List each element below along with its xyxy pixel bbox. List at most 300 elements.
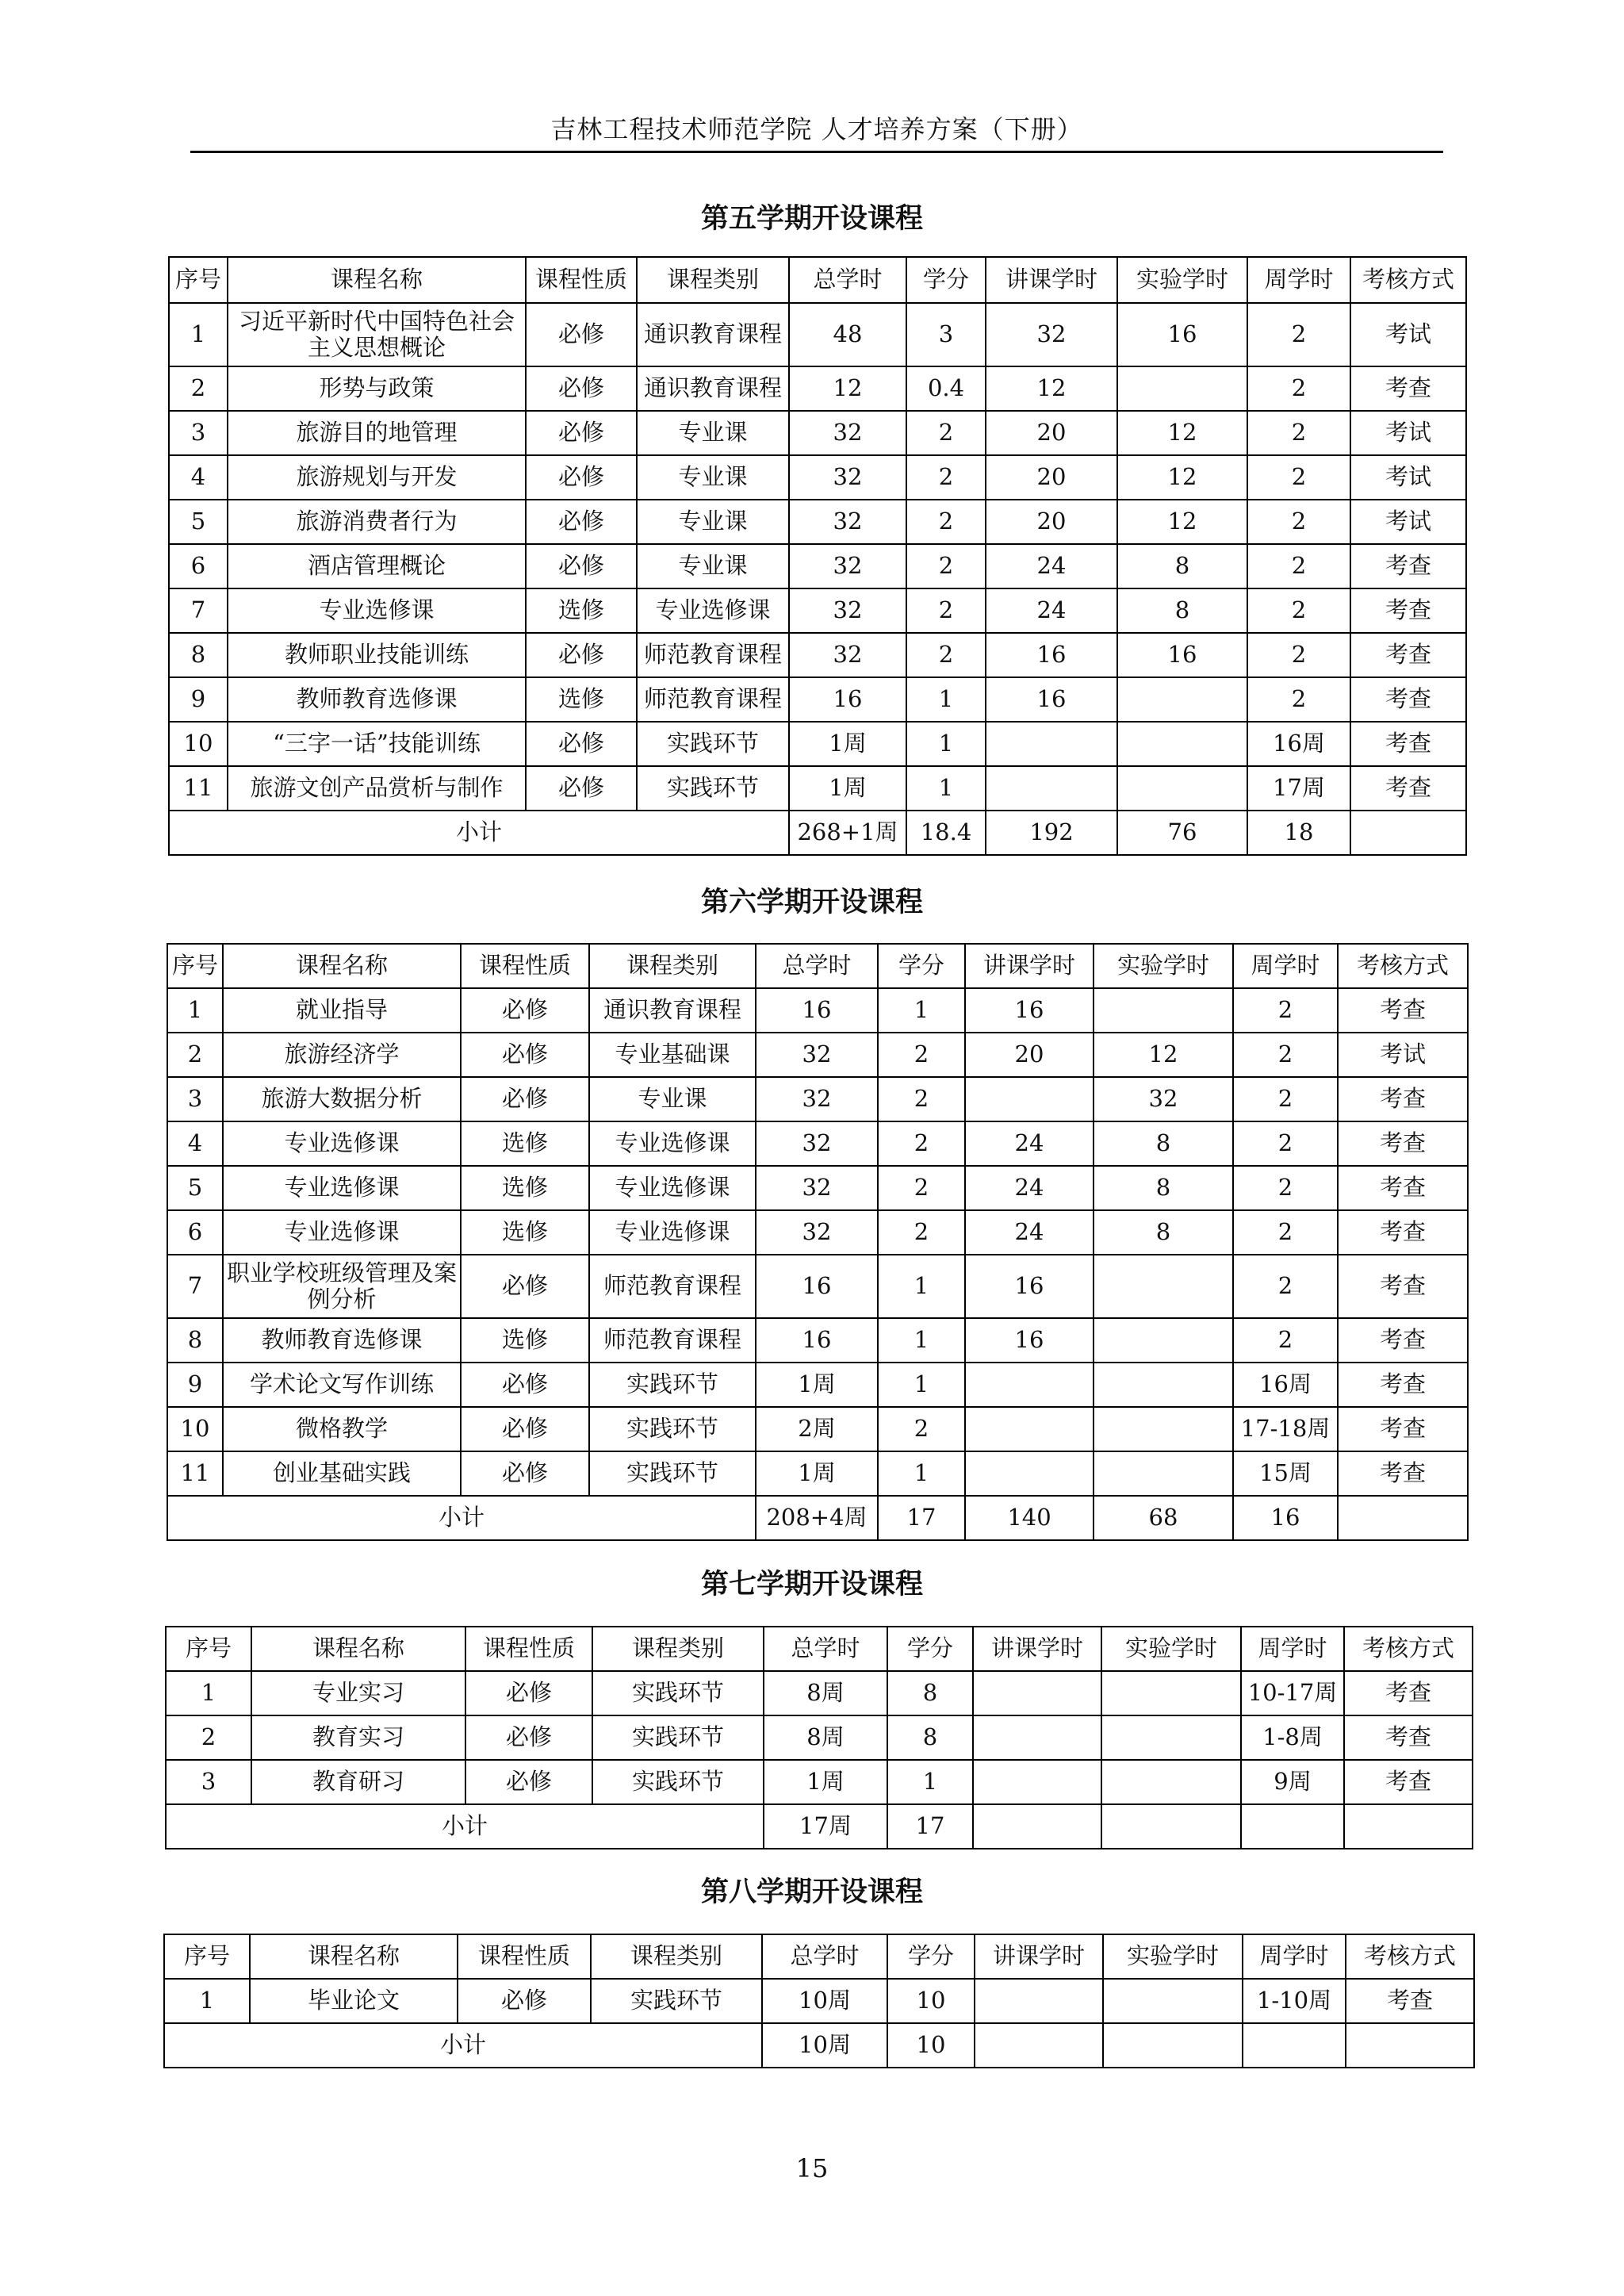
table-cell: 8 [169,633,228,677]
table-cell: 就业指导 [223,988,461,1033]
column-header: 课程类别 [592,1627,764,1671]
subtotal-row [164,2023,1474,2068]
table-cell: 教师教育选修课 [223,1318,461,1363]
table-cell [1094,1451,1233,1496]
table-cell: 7 [167,1255,223,1318]
table-cell: 8 [1117,544,1247,588]
table-row [169,766,1466,811]
table-cell [975,1979,1103,2023]
table-cell: 专业实习 [251,1671,465,1715]
table-cell: 2 [878,1166,965,1210]
table-cell: 2 [1233,1255,1338,1318]
table-row [169,500,1466,544]
table-cell: 0.4 [906,366,986,411]
table-row [166,1671,1473,1715]
table-cell: 考查 [1344,1760,1473,1804]
table-cell: 考查 [1338,1166,1468,1210]
table-cell: 1周 [789,766,906,811]
table-cell: 专业选修课 [637,588,789,633]
table-cell: 考查 [1350,722,1466,766]
table-cell: 专业选修课 [228,588,526,633]
table-cell: 10周 [762,1979,887,2023]
subtotal-cell: 10 [887,2023,975,2068]
table-cell: 9周 [1241,1760,1344,1804]
table-cell: 考查 [1338,1210,1468,1255]
table-cell: 2 [1247,455,1350,500]
table-cell: 实践环节 [589,1451,756,1496]
table-cell: 1周 [756,1363,878,1407]
table-cell: 专业课 [637,411,789,455]
table-cell: 32 [789,588,906,633]
table-cell: 考查 [1344,1671,1473,1715]
table-cell: 1 [906,766,986,811]
column-header: 课程性质 [526,257,637,303]
column-header: 实验学时 [1117,257,1247,303]
column-header: 周学时 [1243,1934,1346,1979]
subtotal-row [167,1496,1468,1540]
table-cell: 24 [965,1121,1094,1166]
table-cell [973,1671,1101,1715]
table-cell: 通识教育课程 [637,303,789,366]
table-cell: 1周 [789,722,906,766]
table-cell [1117,766,1247,811]
table-cell: 16 [965,1255,1094,1318]
subtotal-cell [1344,1804,1473,1849]
table-cell: 1-8周 [1241,1715,1344,1760]
column-header: 总学时 [789,257,906,303]
table-row [169,455,1466,500]
table-cell: 必修 [461,1077,589,1121]
table-cell: 1 [878,1255,965,1318]
subtotal-cell: 17 [878,1496,965,1540]
table-cell: 3 [906,303,986,366]
table-cell: 实践环节 [637,766,789,811]
table-cell: 16 [756,988,878,1033]
table-cell: 考试 [1338,1033,1468,1077]
table-cell: 11 [169,766,228,811]
table-row [166,1760,1473,1804]
table-cell: 通识教育课程 [637,366,789,411]
table-cell: 32 [1094,1077,1233,1121]
table-cell: 1 [164,1979,250,2023]
table-cell: 1 [887,1760,973,1804]
column-header: 周学时 [1233,944,1338,988]
table-cell: 考试 [1350,455,1466,500]
table-cell: 考查 [1346,1979,1474,2023]
table-row [167,1451,1468,1496]
table-cell: 12 [1094,1033,1233,1077]
table-row [169,366,1466,411]
column-header: 实验学时 [1094,944,1233,988]
table-cell: 2 [906,500,986,544]
table-cell [1094,1318,1233,1363]
table-cell: 毕业论文 [250,1979,458,2023]
table-cell: 微格教学 [223,1407,461,1451]
subtotal-row [166,1804,1473,1849]
column-header: 学分 [887,1934,975,1979]
subtotal-cell [1243,2023,1346,2068]
column-header: 讲课学时 [986,257,1117,303]
table-cell: 旅游消费者行为 [228,500,526,544]
column-header: 考核方式 [1350,257,1466,303]
table-cell: 2 [166,1715,251,1760]
table-cell: 教育实习 [251,1715,465,1760]
table-cell: 考查 [1338,1255,1468,1318]
table-cell: 职业学校班级管理及案例分析 [223,1255,461,1318]
table-cell: 旅游经济学 [223,1033,461,1077]
table-cell: 17周 [1247,766,1350,811]
subtotal-cell: 10周 [762,2023,887,2068]
table-cell: 2 [1247,500,1350,544]
table-cell: 1 [906,677,986,722]
table-cell: 16 [965,988,1094,1033]
table-cell: 必修 [461,1363,589,1407]
table-cell: 教育研习 [251,1760,465,1804]
column-header: 实验学时 [1103,1934,1243,1979]
table-cell: 8 [1117,588,1247,633]
table-cell: 选修 [461,1210,589,1255]
table-cell: 1 [878,1318,965,1363]
table-cell: 教师教育选修课 [228,677,526,722]
table-cell [1117,366,1247,411]
table-cell [1094,1363,1233,1407]
table-cell: 12 [789,366,906,411]
section-title-semester-8: 第八学期开设课程 [700,1876,923,1908]
table-cell: 48 [789,303,906,366]
column-header: 课程性质 [461,944,589,988]
table-cell: 2 [906,455,986,500]
column-header: 讲课学时 [975,1934,1103,1979]
table-cell: 8 [1094,1121,1233,1166]
column-header: 讲课学时 [965,944,1094,988]
table-cell: 2 [906,588,986,633]
table-cell: 12 [1117,455,1247,500]
table-cell: 2 [1233,1033,1338,1077]
column-header: 序号 [164,1934,250,1979]
subtotal-label: 小计 [164,2023,762,2068]
table-cell: 必修 [465,1671,592,1715]
column-header: 总学时 [762,1934,887,1979]
table-cell [986,766,1117,811]
table-cell: 32 [756,1210,878,1255]
table-cell: 2 [878,1077,965,1121]
table-cell: 专业选修课 [223,1210,461,1255]
table-cell: 专业课 [637,455,789,500]
table-cell: 考试 [1350,500,1466,544]
table-cell [973,1760,1101,1804]
table-cell: 16周 [1233,1363,1338,1407]
table-cell: 8 [167,1318,223,1363]
table-cell: 16 [986,633,1117,677]
table-cell: 9 [169,677,228,722]
column-header: 学分 [906,257,986,303]
table-cell: 10 [887,1979,975,2023]
table-cell: 8 [1094,1166,1233,1210]
column-header: 课程名称 [251,1627,465,1671]
table-cell: 必修 [465,1715,592,1760]
section-title-semester-5: 第五学期开设课程 [700,202,923,235]
table-cell: 考查 [1338,1121,1468,1166]
table-cell: 旅游规划与开发 [228,455,526,500]
column-header: 周学时 [1247,257,1350,303]
table-cell: 必修 [526,366,637,411]
subtotal-cell [1350,811,1466,855]
table-cell: 考查 [1338,988,1468,1033]
table-cell: 5 [167,1166,223,1210]
table-cell: 选修 [526,677,637,722]
table-cell: 2 [906,633,986,677]
table-cell: 考查 [1338,1318,1468,1363]
table-cell: 创业基础实践 [223,1451,461,1496]
table-row [167,1121,1468,1166]
table-row [167,1033,1468,1077]
course-table-semester-6 [167,943,1469,1541]
table-cell: 2 [1233,988,1338,1033]
table-cell: 16 [965,1318,1094,1363]
subtotal-cell: 192 [986,811,1117,855]
table-cell: 2 [906,544,986,588]
table-cell: 考试 [1350,303,1466,366]
table-cell: 3 [166,1760,251,1804]
table-cell: 24 [986,544,1117,588]
course-table-semester-8 [163,1934,1475,2068]
table-cell: 考查 [1344,1715,1473,1760]
table-cell: 考查 [1350,544,1466,588]
table-cell: 2 [1247,633,1350,677]
table-cell: 8周 [764,1671,887,1715]
table-cell: 专业选修课 [589,1121,756,1166]
table-cell: 考试 [1350,411,1466,455]
table-row [167,1318,1468,1363]
table-cell: 考查 [1338,1451,1468,1496]
table-cell: 2 [169,366,228,411]
table-cell [1117,722,1247,766]
column-header: 学分 [887,1627,973,1671]
table-cell [986,722,1117,766]
table-cell: 专业课 [589,1077,756,1121]
table-cell: 2 [1233,1210,1338,1255]
table-cell: 32 [789,455,906,500]
table-cell: 师范教育课程 [589,1255,756,1318]
table-cell: 实践环节 [589,1363,756,1407]
page-number: 15 [795,2153,829,2183]
table-cell: 2 [1247,303,1350,366]
table-cell: 8 [1094,1210,1233,1255]
table-cell: 12 [986,366,1117,411]
table-cell: 专业选修课 [223,1166,461,1210]
table-cell: 20 [965,1033,1094,1077]
table-cell [965,1077,1094,1121]
table-cell: 考查 [1338,1077,1468,1121]
table-cell: 考查 [1350,766,1466,811]
table-row [169,677,1466,722]
subtotal-cell: 208+4周 [756,1496,878,1540]
table-cell: 2 [1233,1166,1338,1210]
column-header: 序号 [169,257,228,303]
table-row [164,1979,1474,2023]
table-cell: 1周 [756,1451,878,1496]
table-row [167,988,1468,1033]
column-header: 课程性质 [465,1627,592,1671]
table-cell: 1周 [764,1760,887,1804]
table-cell: 专业选修课 [589,1166,756,1210]
subtotal-label: 小计 [169,811,789,855]
table-cell: 10 [167,1407,223,1451]
subtotal-cell [975,2023,1103,2068]
table-cell: 考查 [1350,588,1466,633]
table-cell [1094,1407,1233,1451]
table-cell: 习近平新时代中国特色社会主义思想概论 [228,303,526,366]
table-cell: 2 [1247,366,1350,411]
table-cell: 2 [1247,544,1350,588]
table-cell: 1 [878,988,965,1033]
table-cell: 必修 [526,544,637,588]
column-header: 序号 [166,1627,251,1671]
table-cell: 学术论文写作训练 [223,1363,461,1407]
subtotal-label: 小计 [167,1496,756,1540]
table-cell: 考查 [1338,1363,1468,1407]
table-cell: 24 [986,588,1117,633]
table-cell: 必修 [526,411,637,455]
column-header: 课程名称 [250,1934,458,1979]
section-title-semester-6: 第六学期开设课程 [700,886,923,918]
table-row [167,1407,1468,1451]
table-cell: 旅游大数据分析 [223,1077,461,1121]
table-cell: 12 [1117,500,1247,544]
table-cell: 必修 [461,1451,589,1496]
table-cell: 专业课 [637,500,789,544]
table-cell: 3 [167,1077,223,1121]
table-cell: 必修 [526,455,637,500]
column-header: 课程类别 [637,257,789,303]
table-cell: 3 [169,411,228,455]
table-cell: 选修 [526,588,637,633]
table-cell: 旅游目的地管理 [228,411,526,455]
table-cell: 12 [1117,411,1247,455]
course-table-semester-5 [168,256,1467,856]
table-cell [973,1715,1101,1760]
table-cell: 必修 [461,1407,589,1451]
table-cell: 1-10周 [1243,1979,1346,2023]
table-cell [1117,677,1247,722]
column-header: 总学时 [756,944,878,988]
subtotal-label: 小计 [166,1804,764,1849]
table-cell: 2 [878,1121,965,1166]
table-cell [1101,1671,1241,1715]
table-cell: 选修 [461,1121,589,1166]
table-cell: 32 [789,411,906,455]
table-cell [1094,988,1233,1033]
table-cell: 2 [167,1033,223,1077]
table-cell: 1 [906,722,986,766]
table-cell: 师范教育课程 [637,633,789,677]
header-rule [190,151,1443,153]
table-cell: 选修 [461,1166,589,1210]
table-row [169,544,1466,588]
table-cell: 2 [878,1407,965,1451]
table-cell: 考查 [1350,366,1466,411]
course-table-semester-7 [165,1626,1473,1849]
table-cell: 2 [878,1210,965,1255]
table-cell: 必修 [465,1760,592,1804]
table-cell [965,1407,1094,1451]
table-cell: 32 [789,633,906,677]
table-cell: 酒店管理概论 [228,544,526,588]
table-cell: 2 [1233,1121,1338,1166]
table-cell: 32 [789,544,906,588]
subtotal-cell: 18 [1247,811,1350,855]
table-row [169,722,1466,766]
table-cell: 5 [169,500,228,544]
table-cell: 教师职业技能训练 [228,633,526,677]
table-cell: 15周 [1233,1451,1338,1496]
subtotal-cell: 140 [965,1496,1094,1540]
table-cell: 6 [169,544,228,588]
table-cell: 4 [169,455,228,500]
table-cell: 2 [1247,677,1350,722]
column-header: 课程名称 [228,257,526,303]
table-cell [1103,1979,1243,2023]
subtotal-cell [1103,2023,1243,2068]
table-row [169,633,1466,677]
table-cell: 必修 [458,1979,591,2023]
table-cell: 16 [789,677,906,722]
table-row [167,1077,1468,1121]
table-cell: 24 [965,1166,1094,1210]
table-cell: 16周 [1247,722,1350,766]
column-header: 总学时 [764,1627,887,1671]
table-cell: 必修 [526,633,637,677]
column-header: 考核方式 [1346,1934,1474,1979]
column-header: 课程类别 [591,1934,762,1979]
table-row [167,1255,1468,1318]
table-cell [965,1363,1094,1407]
table-cell: 必修 [526,303,637,366]
table-cell: 4 [167,1121,223,1166]
table-cell: 32 [756,1166,878,1210]
table-cell: 17-18周 [1233,1407,1338,1451]
table-cell: 考查 [1350,677,1466,722]
table-cell: 24 [965,1210,1094,1255]
subtotal-cell: 268+1周 [789,811,906,855]
column-header: 课程类别 [589,944,756,988]
table-cell: 考查 [1338,1407,1468,1451]
table-cell: 16 [756,1318,878,1363]
table-cell [1101,1715,1241,1760]
table-cell: 专业选修课 [589,1210,756,1255]
table-row [169,303,1466,366]
column-header: 实验学时 [1101,1627,1241,1671]
subtotal-cell: 18.4 [906,811,986,855]
table-cell: 32 [756,1121,878,1166]
table-cell: 选修 [461,1318,589,1363]
table-cell: 通识教育课程 [589,988,756,1033]
table-cell: 1 [878,1363,965,1407]
table-cell: 2 [1233,1077,1338,1121]
table-cell: 8 [887,1671,973,1715]
table-cell: 旅游文创产品赏析与制作 [228,766,526,811]
table-cell: 1 [169,303,228,366]
table-cell: 实践环节 [592,1715,764,1760]
table-cell: 实践环节 [591,1979,762,2023]
table-cell: 1 [878,1451,965,1496]
table-cell: 16 [986,677,1117,722]
table-row [167,1210,1468,1255]
table-cell: 7 [169,588,228,633]
subtotal-cell [1346,2023,1474,2068]
table-cell: 2 [1247,411,1350,455]
table-cell: 10-17周 [1241,1671,1344,1715]
